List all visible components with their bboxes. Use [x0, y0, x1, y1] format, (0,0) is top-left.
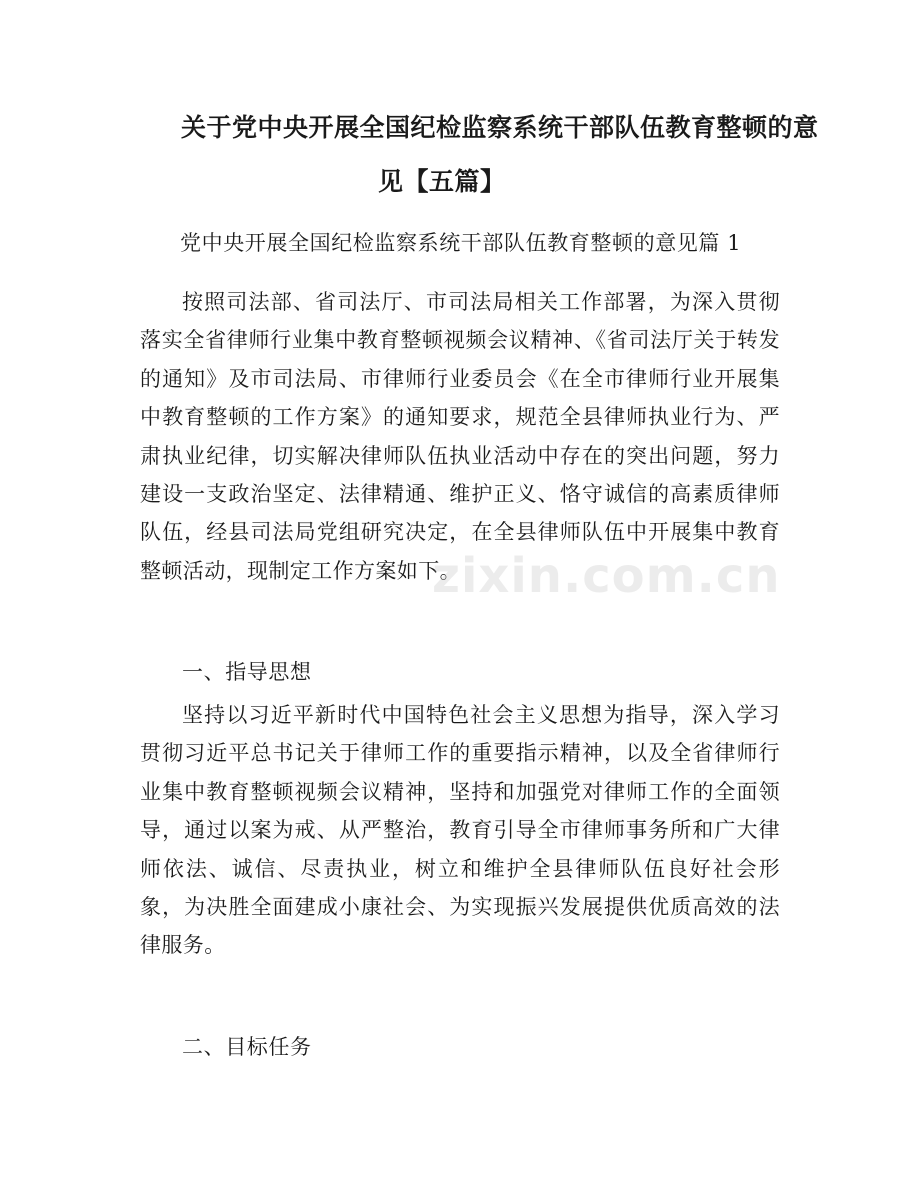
body-paragraph-guiding-ideology: 坚持以习近平新时代中国特色社会主义思想为指导，深入学习贯彻习近平总书记关于律师工作的重要指示精神，以及全省律师行业集中教育整顿视频会议精神，坚持和加强党对律师工作的全面领导，通过以案为戒、从严整治，教育引导全市律师事务所和广大律师依法、诚信、尽责执业，树立和维护全县律师队伍良好社会形象，为决胜全面建成小康社会、为实现振兴发展提供优质高效的法律服务。 [140, 703, 780, 958]
section-subtitle: 党中央开展全国纪检监察系统干部队伍教育整顿的意见篇 1 [180, 231, 742, 255]
section-heading-goals-tasks: 二、目标任务 [182, 1035, 312, 1059]
watermark-text: zixin.com.cn [432, 548, 781, 604]
document-title-line-1: 关于党中央开展全国纪检监察系统干部队伍教育整顿的意 [181, 113, 819, 142]
section-heading-guiding-ideology: 一、指导思想 [182, 660, 312, 684]
body-paragraph-intro: 按照司法部、省司法厅、市司法局相关工作部署，为深入贯彻落实全省律师行业集中教育整顿视频会议精神、《省司法厅关于转发的通知》及市司法局、市律师行业委员会《在全市律师行业开展集中教育整顿的工作方案》的通知要求，规范全县律师执业行为、严肃执业纪律，切实解决律师队伍执业活动中存在的突出问题，努力建设一支政治坚定、法律精通、维护正义、恪守诚信的高素质律师队伍，经县司法局党组研究决定，在全县律师队伍中开展集中教育整顿活动，现制定工作方案如下。 [140, 290, 780, 583]
document-title-line-2: 见【五篇】 [378, 167, 506, 196]
